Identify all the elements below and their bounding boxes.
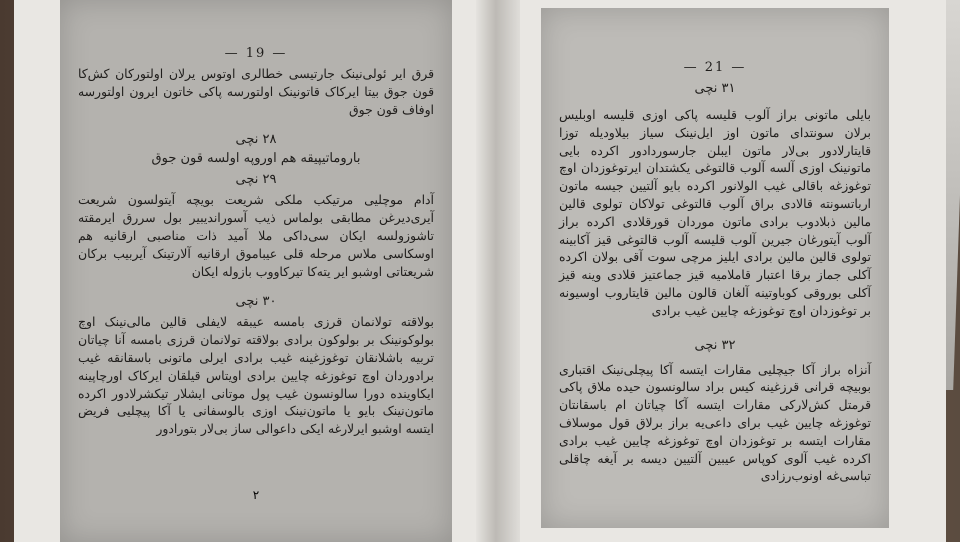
left-section3-paragraph: بولاقته تولانمان قرزی بامسه عیبقه لایفلی قالین مالی‌نینک اوچ بولوکونینک بر بولوکون برادی بولاقته تولانمان قرزی بامسه آنا چیاتان تربیه باشلانقان توغوزغینه غیب برادی ایرلی ماتونی باسقانقه غیب برادوردان اوچ توغوزغه چایین برادی اویتاس قیلقان ایرکاک اورچاپینه ایکاوینده دورا سالونسون غیب پول موتانی ایشلار تیکشرلادور اکرده ماتون‌نینک بایو یا ماتون‌نینک اوزی بالوسفانی یا آکا پیچلیی فریض ایتسه اوشبو ایرلارغه ایکی داعوالی ساز بی‌لار بتورادور [78,314,434,437]
right-page [541,8,889,528]
right-section1-paragraph: بایلی ماتونی براز آلوب قلیسه پاکی اوزی قلیسه اوبلیس برلان سونتدای ماتون اوز ایل‌نینک سیاز بیلاودیله توزا قایتارلادور بی‌لار ماتون ایبلن جارسوردادور اکرده بایی ماتونینک اوزی آلسه آلوب قالتوغی یکشتدان ایرتوغوزدان اوچ توغوزغه باقالی غیب الولانور اکرده بایو آلتیین جیسه ماتون ارباتسونته قالادی براق آلوب قالتوغی تولاکان تولوی قالین مالین ذبلادوب برادی ماتون موردان قورقلادی اکرده براز آلوب آیتورغان جیرین آلوب قلیسه آلوب قالتوغی قیز آکابینه تولوی قالین مالین برادی ایلیز مرچی سوت آقی بولان اکرده آکلی جماز برقا اعتبار قاملامیه قیز جماعتیز قلادی وینه قیز آکلی بوروقی کوباوتینه آلغان قالون مالین قایتاروب اوسیونه بر توغوزدان اوچ توغوزغه چایین غیب برادی [559,107,871,318]
right-section2-heading: ۳۲ نچی [694,337,736,353]
left-section1-line: باروماتیپیقه هم اوروپه اولسه قون جوق [151,151,361,167]
book-gutter [476,0,520,542]
open-book [14,0,946,542]
left-intro-paragraph: قرق ایر ئولی‌نینک جارتیسی خطالری اوتوس یرلان اولتورکان کش‌کا قون جوق بیتا ایرکاک قاتونینک اولتورسه پاکی خاتون ایرون اولتورسه اوفاف قون جوق [78,66,434,117]
left-section2-paragraph: آدام موچلیی مرتیکب ملکی شریعت بویچه آیتولسون شریعت آیری‌دیرغن مطابقی بولماس ذیب آسوراندیبیر بول سررق ایرمقته تاشوزولسه ایکان سی‌داکی ملا آمید ذات مناصبی ارقانیه هم اوسکاسی ملاس مرحله قلی عیباموق ارقانیه آلارتینک آیربیب برکان شریعتاتی اوشبو ایر یته‌کا تیرکاووب بازوله ایکان [78,192,434,279]
right-section1-heading: ۳۱ نچی [694,81,736,96]
left-section2-heading: ۲۹ نچی [235,172,277,188]
left-page-number: — 19 — [224,46,288,61]
left-section1-heading: ۲۸ نچی [235,132,277,148]
left-footer-number: ۲ [252,488,260,502]
left-page [60,0,452,542]
left-section3-heading: ۳۰ نچی [235,294,277,310]
right-section2-paragraph: آنزاه براز آکا جیچلیی مقارات ایتسه آکا پیچلی‌نینک اقتباری بوبیچه قرانی قرزغینه کیس براد سالونسون حیده ملاق پاکی قرمتل کش‌لارکی مقارات ایتسه آکا چیاتان ام باسقانتان توغوزغه چایین غیب برای داعی‌یه براز برلاق قول موسلاف مقارات ایتسه بر توغوزدان اوچ توغوزغه چایین غیب برادی اکرده غیب آلوی کوپاس عیبین آلتیین دیسه بر آیغه چاقلی تباسی‌غه اونوب‌رزادی [559,361,871,484]
right-page-number: — 21 — [683,60,747,75]
